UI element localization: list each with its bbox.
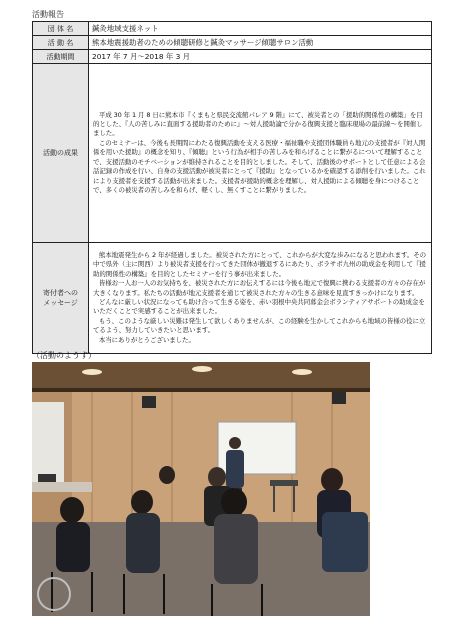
org-row (33, 22, 432, 36)
message-paragraph: 本当にありがとうございました。 (98, 335, 195, 344)
activity-row (33, 36, 432, 50)
desk (32, 482, 92, 492)
ceiling-light (292, 369, 312, 375)
activity-photo (32, 362, 370, 616)
message-row (33, 243, 432, 354)
message-label-line2: メッセージ (43, 299, 78, 307)
period-value: 2017 年 7 月〜2018 年 3 月 (89, 50, 432, 64)
results-label: 活動の成果 (33, 64, 89, 243)
photo-ceiling (32, 362, 370, 388)
message-label (33, 243, 89, 354)
speaker-left (142, 396, 156, 408)
ceiling-light (82, 369, 102, 375)
activity-value: 熊本地震援助者のための傾聴研修と鍼灸マッサージ傾聴サロン活動 (89, 36, 432, 50)
message-paragraph: どんなに厳しい状況になっても助け合って生きる姿を、赤い羽根中央共同募金会ボランティアサポートの助成金をいただくことで実感することが出来ました。 (93, 298, 425, 316)
results-text (92, 109, 428, 198)
period-row (33, 50, 432, 64)
speaker-right (332, 392, 346, 404)
activity-label: 活 動 名 (33, 36, 89, 50)
results-row (33, 64, 432, 243)
results-paragraph: このセミナーは、今後も長期間にわたる復興活動を支える医療・福祉職や支援団体職員ら地元の支援者が『対人関係を用いた援助』の概念を知り、『傾聴』という行為が相手の苦しみを和らげることに繋がるについて理解することで、支援活動のモチベーションが維持されることを目的としました。そして、活動後のサポートとして任意による会話記録の作成を行い、自身の支援活動が被災者にとって『援助』となっているかを確認する添削を行いました。これにより支援者を支援する活動が出来ました。支援者が援助的概念を理解し、対人援助による傾聴を身につけることで、多くの被災者の苦しみを和らげ、軽くし、無くすことに繋がりました。 (93, 138, 426, 194)
results-paragraph: 平成 30 年 1 月 8 日に熊本市『くまもと県民交流館パレア 9 階』にて、被災者との「援助的関係性の構築」を目的とした、『人の苦しみに直面する援助者のために』〜対人援助論で分かる復興支援と臨床現場の最前線〜を開催しました。 (93, 110, 423, 138)
org-value: 鍼灸地域支援ネット (89, 22, 432, 36)
photo-section-label: （活動のようす） (32, 351, 96, 360)
message-text (92, 250, 428, 346)
report-heading: 活動報告 (32, 10, 64, 19)
message-paragraph: 皆様お一人お一人のお気持ちを、被災された方にお伝えするには今後も地元で復興に携わる支援者の方々の存在が大きくなります。私たちの活動が地元支援者を通じて被災された方々の生きる意味を見直すきっかけになります。 (93, 279, 426, 297)
org-label: 団 体 名 (33, 22, 89, 36)
message-paragraph: もう、このような厳しい災難は発生して欲しくありませんが、この経験を生かしてこれからも地域の皆様の役に立てるよう、努力していきたいと思います。 (93, 316, 426, 335)
ceiling-light (192, 366, 212, 372)
message-paragraph: 熊本地震発生から 2 年が経過しました。被災された方にとって、これからが大変な歩みになると思われます。その中で県外（主に関西）より被災者支援を行ってきた団体が撤退するにあたり、ボラサポ九州の助成金を利用して『援助的関係性の構築』を目的としたセミナーを行う事が出来ました。 (93, 250, 427, 278)
period-label: 活動期間 (33, 50, 89, 64)
message-label-line1: 寄付者への (43, 289, 78, 297)
report-table (32, 21, 432, 354)
